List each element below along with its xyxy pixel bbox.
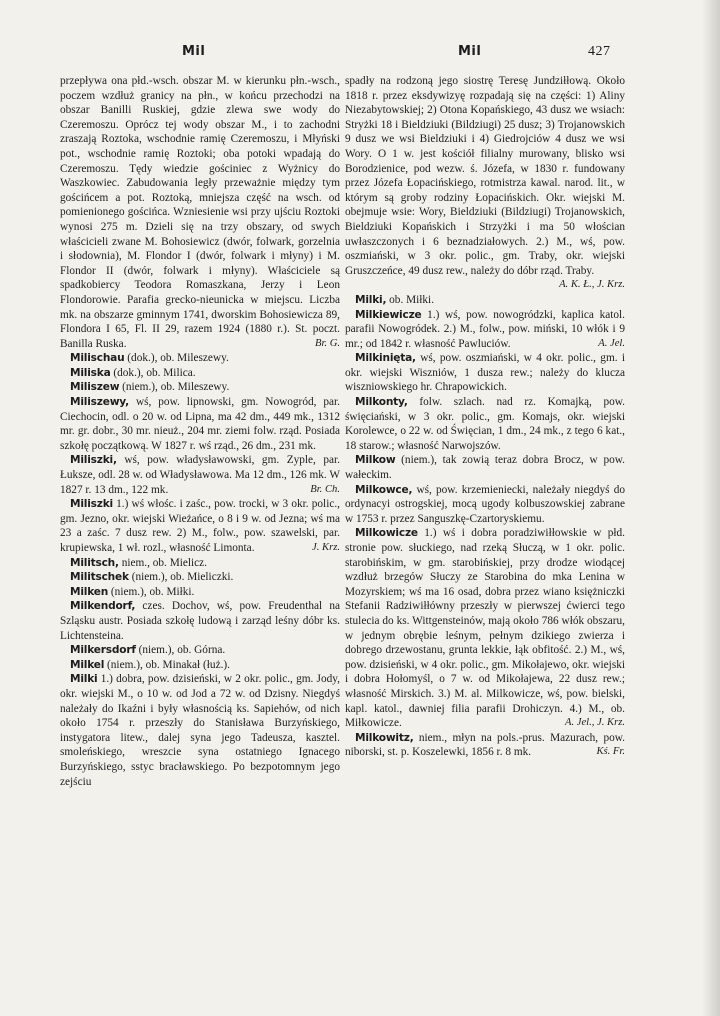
dictionary-entry	[60, 380, 340, 395]
dictionary-entry	[60, 570, 340, 585]
entry-headword: Miliska	[70, 366, 111, 379]
entry-headword: Milischau	[70, 352, 125, 365]
dictionary-entry	[60, 74, 340, 351]
entry-text: przepływa ona płd.-wsch. obszar M. w kierunku płn.-wsch., poczem wzdłuż granicy na płn., w końcu przechodzi na obszar Banilli Ruskiej, gdzie zlewa swe wody do Czeremoszu. Oprócz tej wody obszar M., i to zachodni zraszają Roztoka, wschodnie ramię Czeremoszu, i Młyński pot., wschodnie ramię Roztoki; oba potoki wpadają do Czeremoszu. Tędy wiedzie gościniec z Wyżnicy do Waszkowiec. Zabudowania legły przeważnie między tym gościńcem a pot. Roztoką, mniejsza część na wsch. od pomienionego gościńca. Wzniesienie wsi przy ujściu Roztoki wynosi 275 m. Dzieli się na trzy obszary, od swych właścicieli zwane M. Bohosiewicz (dwór, folwark, gorzelnia i słodownia), M. Flondor I (dwór, folwark i młyny) i M. Flondor II (dwór, folwark i młyny). Właściciele są spadkobiercy Teodora Romaszkana, Jerzy i Leon Flondorowie. Parafia grecko-nieunicka w miejscu. Liczba mk. na obszarze gminnym 1741, dworskim Bohosiewicza 89, Flondora I 65, Fl. II 29, razem 1924 (1880 r.). St. poczt. Banilla Ruska.	[60, 75, 340, 350]
entry-text: (dok.), ob. Milica.	[113, 366, 196, 379]
entry-headword: Milkow	[355, 454, 396, 467]
entry-headword: Miliszki	[70, 498, 113, 511]
entry-author-signature: A. Jel., J. Krz.	[564, 717, 625, 729]
entry-text: (niem.), ob. Mileszewy.	[122, 381, 230, 394]
entry-headword: Milki	[70, 673, 98, 686]
entry-author-signature: A. Jel.	[598, 337, 625, 349]
dictionary-entry	[60, 599, 340, 643]
left-column	[60, 74, 340, 789]
entry-headword: Milken	[70, 585, 109, 598]
dictionary-entry	[60, 453, 340, 497]
dictionary-entry	[345, 731, 625, 760]
dictionary-entry	[345, 74, 625, 293]
entry-headword: Miliszew	[70, 381, 120, 394]
entry-text: wś, pow. władysławowski, gm. Zyple, par. Łuksze, odl. 28 w. od Władysławowa. Ma 12 dm., 126 mk. W 1827 r. 13 dm., 122 mk.	[60, 454, 340, 496]
dictionary-entry	[345, 453, 625, 482]
dictionary-entry	[60, 643, 340, 658]
entry-text: niem., ob. Mielicz.	[121, 556, 208, 569]
dictionary-entry	[60, 497, 340, 555]
entry-text: wś, pow. lipnowski, gm. Nowogród, par. Ciechocin, odl. o 20 w. od Lipna, ma 42 dm., 449 mk., 1312 mr. gr. dobr., 30 mr. nieuż., 204 mr. ziemi folw. rząd. Posiada szkołę początkową. W 1827 r. wś rząd., 26 dm., 231 mk.	[60, 396, 341, 452]
dictionary-entry	[345, 483, 625, 527]
entry-author-signature: Br. Ch.	[310, 483, 340, 495]
entry-author-signature: Kś. Fr.	[596, 746, 625, 758]
page-edge-shadow	[702, 0, 720, 1016]
entry-headword: Milkinięta,	[355, 352, 416, 365]
entry-text: (niem.), ob. Mieliczki.	[131, 571, 234, 584]
entry-text: 1.) wś, pow. nowogródzki, kaplica katol. parafii Nowogródek. 2.) M., folw., pow. miński, 10 włók i 9 mr.; od 1842 r. własność Pawluciów.	[345, 308, 626, 350]
entry-author-signature: J. Krz.	[312, 542, 340, 553]
entry-headword: Milkowitz,	[355, 731, 414, 744]
entry-author-signature: Br. G.	[314, 337, 340, 349]
entry-headword: Milkiewicze	[355, 308, 422, 321]
entry-text: (niem.), ob. Minakał (łuż.).	[107, 658, 230, 671]
entry-headword: Milkel	[70, 658, 105, 671]
running-head-right: Mil	[458, 44, 482, 59]
dictionary-entry	[345, 351, 625, 395]
dictionary-entry	[345, 526, 625, 730]
entry-text: ob. Miłki.	[389, 293, 435, 306]
dictionary-entry	[60, 351, 340, 366]
entry-text: spadły na rodzoną jego siostrę Teresę Jundziłłową. Około 1818 r. przez eksdywizyę rozpadają się na części: 1) Aliny Niezabytowskiej; 2) Otona Kopańskiego, 43 dusz we wsiach: Stryżki 18 i Bieldziuki (Bildziugi) 25 dusz; 3) Trojanowskich 9 dusz we wsi Bieldziuki i 4) Giedrojciów 4 dusz we wsi Wory. O 1 w. jest kościół filialny murowany, blisko wsi Borodzienice, pod wezw. ś. Józefa, w 1830 r. fundowany przez Józefa Łopacińskiego, rotmistrza kawal. narod. lit., w którym są groby rodziny Łopacińskich. Okr. wiejski M. obejmuje wsie: Wory, Bieldziuki (Bildziugi) Trojanowskich, Bieldziuki Kopańskich i Strzyżki i ma 50 włościan uwłaszczonych i 6 beznadziałowych. 2.) M., wś, pow. oszmiański, w 3 okr. polic., gm. Traby, okr. wiejski Gruszczeńce, 49 dusz rew., należy do dóbr rząd. Traby.	[345, 75, 625, 277]
right-column	[345, 74, 625, 760]
entry-text: wś, pow. oszmiański, w 4 okr. polic., gm. i okr. wiejski Wiszniów, 1 dusza rew.; należy do klucza wiszniowskiego hr. Chrapowickich.	[345, 352, 626, 394]
page-number: 427	[588, 44, 611, 59]
entry-headword: Milki,	[355, 293, 387, 306]
entry-text: folw. szlach. nad rz. Komajką, pow. święciański, w 3 okr. polic., gm. Komajs, okr. wiejski Korolewce, o 22 w. od Święcian, 1 dm., 24 mk., z tego 6 kat., 18 starow.; własność Narwojszów.	[345, 396, 625, 452]
entry-text: (niem.), ob. Miłki.	[110, 585, 195, 598]
dictionary-entry	[345, 293, 625, 308]
dictionary-entry	[60, 672, 340, 789]
entry-author-signature: A. K. Ł., J. Krz.	[559, 279, 625, 291]
entry-text: 1.) wś i dobra poradziwiłłowskie w płd. stronie pow. słuckiego, nad rzeką Słuczą, w 1 okr. polic. starobińskim, w gm. starobińskiej, przy drodze wiodącej wzdłuż brzegów Słuczy ze Starobina do mka Lenina w Mozyrskiem; wś ma 16 osad, dobra przez wiano księżniczki Stefanii Radziwiłłówny przeszły w pierwszej ćwierci tego stulecia do ks. Wittgensteinów, mają około 786 włók obszaru, w jednym obrębie leśnym, pełnym dzikiego zwierza i dobrego drzewostanu, grunta lekkie, łąk obfitość. 2.) M., wś, pow. dzisieński, w 4 okr. polic., gm. Mikołajewo, okr. wiejski i dobra Hołomyśl, o 7 w. od Mikołajewa, 22 dusz rew.; własność Mirskich. 3.) M. al. Milkowicze, wś, pow. bielski, kapl. katol., dawniej filia parafii Drohiczyn. 4.) M., ob. Miłkowicze.	[345, 527, 626, 730]
running-head-left: Mil	[182, 44, 206, 59]
entry-headword: Milkowce,	[355, 483, 413, 496]
entry-text: (dok.), ob. Mileszewy.	[127, 352, 229, 365]
entry-text: 1.) dobra, pow. dzisieński, w 2 okr. polic., gm. Jody, okr. wiejski M., o 10 w. od Jod a 72 w. od Dzisny. Niegdyś należały do Ikaźni i były własnością ks. Sapiehów, od nich około 1754 r. przeszły do Stanisława Burzyńskiego, instygatora litew., dalej syna jego Tadeusza, kasztel. smoleńskiego, wreszcie syna ostatniego Ignacego Burzyńskiego, sstyc bracławskiego. Po bezpotomnym jego zejściu	[60, 673, 340, 788]
entry-text: (niem.), ob. Górna.	[138, 644, 226, 657]
entry-text: (niem.), tak zowią teraz dobra Brocz, w pow. wałeckim.	[345, 454, 625, 482]
entry-headword: Miliszki,	[70, 454, 117, 467]
dictionary-entry	[345, 395, 625, 453]
entry-headword: Milkersdorf	[70, 644, 136, 657]
entry-text: wś, pow. krzemieniecki, należały niegdyś do ordynacyi ostrogskiej, mocą ugody kolbuszowskiej zabrane w 1753 r. przez Sanguszkę-Czartoryskiemu.	[345, 483, 626, 525]
dictionary-entry	[60, 658, 340, 673]
dictionary-entry	[60, 556, 340, 571]
dictionary-entry	[345, 308, 625, 352]
entry-text: 1.) wś włośc. i zaśc., pow. trocki, w 3 okr. polic., gm. Jezno, okr. wiejski Wieżańce, o 8 i 9 w. od Jezna; wś ma 23 a zaśc. 7 dusz rew. 2) M., folw., pow. szawelski, par. krupiewska, 1 wł. rozl., własność Limonta.	[60, 498, 340, 554]
entry-headword: Miliszewy,	[70, 396, 129, 409]
entry-headword: Milkowicze	[355, 527, 418, 540]
dictionary-entry	[60, 366, 340, 381]
dictionary-entry	[60, 585, 340, 600]
entry-headword: Militsch,	[70, 556, 119, 569]
entry-headword: Milkonty,	[355, 396, 408, 409]
entry-text: niem., młyn na pols.-prus. Mazurach, pow. niborski, st. p. Koszelewki, 1856 r. 8 mk.	[345, 731, 625, 759]
dictionary-entry	[60, 395, 340, 453]
entry-headword: Militschek	[70, 571, 129, 584]
entry-headword: Milkendorf,	[70, 600, 136, 613]
entry-text: czes. Dochov, wś, pow. Freudenthal na Szląsku austr. Posiada szkołę ludową i zarząd leśny dóbr ks. Lichtensteina.	[60, 600, 340, 642]
